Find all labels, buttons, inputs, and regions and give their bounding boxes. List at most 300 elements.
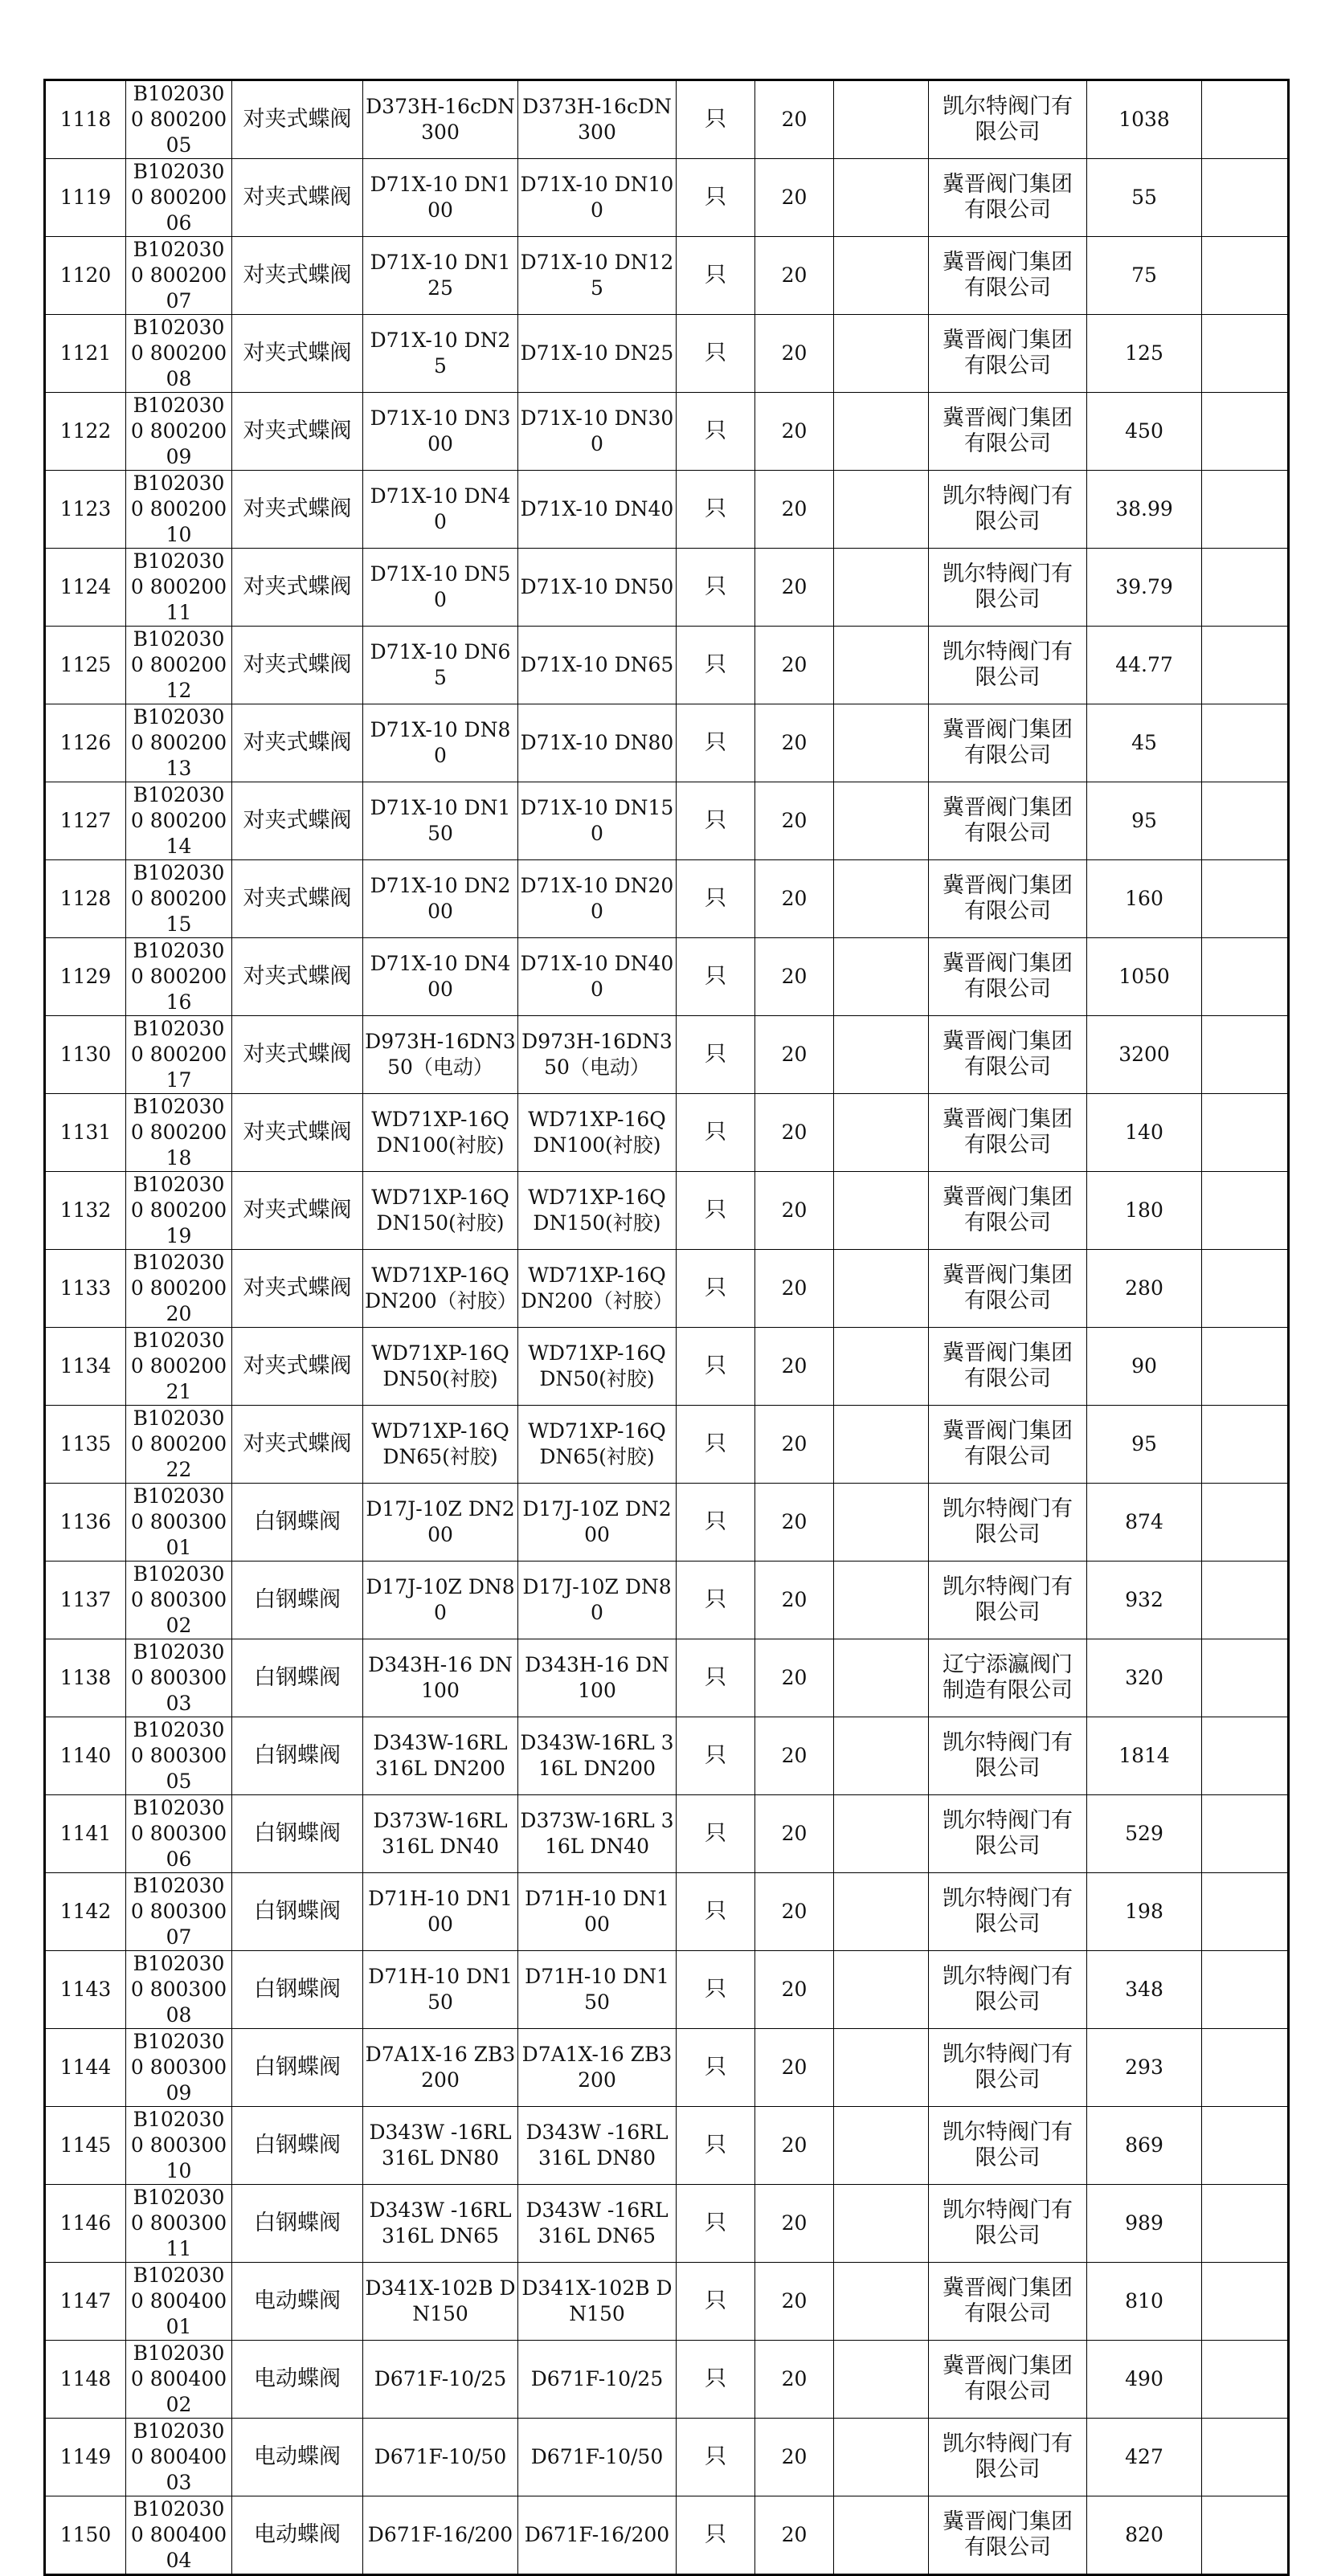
model-cell: D373W-16RL 316L DN40 [518,1795,677,1873]
product-name-cell: 白钢蝶阀 [232,1795,363,1873]
unit-cell: 只 [677,237,755,315]
supplier-cell: 冀晋阀门集团有限公司 [929,1016,1087,1094]
unit-cell: 只 [677,2107,755,2185]
row-number-cell: 1120 [45,237,126,315]
model-cell: D71X-10 DN65 [518,627,677,704]
supplier-cell: 冀晋阀门集团有限公司 [929,2496,1087,2575]
specification-cell: D973H-16DN350（电动） [363,1016,518,1094]
supplier-cell: 凯尔特阀门有限公司 [929,2185,1087,2263]
blank-cell [834,704,929,782]
table-row [45,2496,1289,2575]
supplier-cell: 冀晋阀门集团有限公司 [929,1172,1087,1250]
table-row [45,1639,1289,1717]
table-row [45,2107,1289,2185]
specification-cell: D671F-16/200 [363,2496,518,2575]
quantity-cell: 20 [755,1562,834,1639]
specification-cell: D373H-16cDN300 [363,80,518,159]
supplier-cell: 凯尔特阀门有限公司 [929,1562,1087,1639]
supplier-cell: 冀晋阀门集团有限公司 [929,1250,1087,1328]
remark-cell [1202,2107,1289,2185]
product-name-cell: 对夹式蝶阀 [232,627,363,704]
unit-cell: 只 [677,2263,755,2341]
supplier-cell: 冀晋阀门集团有限公司 [929,237,1087,315]
quantity-cell: 20 [755,2496,834,2575]
row-number-cell: 1122 [45,393,126,471]
remark-cell [1202,1639,1289,1717]
model-cell: D671F-16/200 [518,2496,677,2575]
supplier-cell: 冀晋阀门集团有限公司 [929,860,1087,938]
product-name-cell: 对夹式蝶阀 [232,938,363,1016]
model-cell: D343W -16RL 316L DN65 [518,2185,677,2263]
remark-cell [1202,393,1289,471]
model-cell: D71X-10 DN125 [518,237,677,315]
blank-cell [834,80,929,159]
product-name-cell: 对夹式蝶阀 [232,159,363,237]
unit-cell: 只 [677,2419,755,2496]
specification-cell: D71X-10 DN200 [363,860,518,938]
model-cell: D71X-10 DN50 [518,549,677,627]
table-row [45,2185,1289,2263]
price-cell: 1814 [1087,1717,1202,1795]
price-cell: 280 [1087,1250,1202,1328]
blank-cell [834,938,929,1016]
quantity-cell: 20 [755,80,834,159]
material-code-cell: B1020300 80020022 [126,1406,232,1484]
remark-cell [1202,471,1289,549]
product-name-cell: 对夹式蝶阀 [232,1094,363,1172]
model-cell: D341X-102B DN150 [518,2263,677,2341]
unit-cell: 只 [677,860,755,938]
remark-cell [1202,1328,1289,1406]
blank-cell [834,2341,929,2419]
row-number-cell: 1123 [45,471,126,549]
product-name-cell: 白钢蝶阀 [232,2107,363,2185]
price-cell: 90 [1087,1328,1202,1406]
unit-cell: 只 [677,1639,755,1717]
remark-cell [1202,1484,1289,1562]
unit-cell: 只 [677,938,755,1016]
table-row [45,2263,1289,2341]
price-cell: 45 [1087,704,1202,782]
unit-cell: 只 [677,704,755,782]
material-code-cell: B1020300 80020012 [126,627,232,704]
quantity-cell: 20 [755,549,834,627]
model-cell: D373H-16cDN300 [518,80,677,159]
price-cell: 160 [1087,860,1202,938]
price-cell: 55 [1087,159,1202,237]
supplier-cell: 凯尔特阀门有限公司 [929,1873,1087,1951]
blank-cell [834,2029,929,2107]
specification-cell: D343W -16RL 316L DN80 [363,2107,518,2185]
blank-cell [834,782,929,860]
remark-cell [1202,237,1289,315]
unit-cell: 只 [677,159,755,237]
unit-cell: 只 [677,80,755,159]
specification-cell: WD71XP-16Q DN200（衬胶） [363,1250,518,1328]
supplier-cell: 凯尔特阀门有限公司 [929,1795,1087,1873]
table-row [45,1873,1289,1951]
price-cell: 450 [1087,393,1202,471]
remark-cell [1202,2263,1289,2341]
specification-cell: WD71XP-16Q DN150(衬胶) [363,1172,518,1250]
table-row [45,471,1289,549]
row-number-cell: 1143 [45,1951,126,2029]
unit-cell: 只 [677,1484,755,1562]
specification-cell: D17J-10Z DN200 [363,1484,518,1562]
material-code-cell: B1020300 80030009 [126,2029,232,2107]
unit-cell: 只 [677,2029,755,2107]
specification-cell: D71X-10 DN50 [363,549,518,627]
remark-cell [1202,159,1289,237]
product-name-cell: 对夹式蝶阀 [232,549,363,627]
product-name-cell: 对夹式蝶阀 [232,1250,363,1328]
remark-cell [1202,2496,1289,2575]
supplier-cell: 凯尔特阀门有限公司 [929,471,1087,549]
price-cell: 989 [1087,2185,1202,2263]
supplier-cell: 凯尔特阀门有限公司 [929,2107,1087,2185]
row-number-cell: 1126 [45,704,126,782]
remark-cell [1202,2029,1289,2107]
model-cell: D71X-10 DN300 [518,393,677,471]
unit-cell: 只 [677,627,755,704]
supplier-cell: 凯尔特阀门有限公司 [929,80,1087,159]
remark-cell [1202,1016,1289,1094]
material-code-cell: B1020300 80020011 [126,549,232,627]
material-code-cell: B1020300 80020005 [126,80,232,159]
specification-cell: D71X-10 DN300 [363,393,518,471]
row-number-cell: 1149 [45,2419,126,2496]
material-code-cell: B1020300 80030003 [126,1639,232,1717]
product-name-cell: 对夹式蝶阀 [232,393,363,471]
model-cell: D71H-10 DN150 [518,1951,677,2029]
unit-cell: 只 [677,1795,755,1873]
supplier-cell: 冀晋阀门集团有限公司 [929,1094,1087,1172]
material-code-cell: B1020300 80040002 [126,2341,232,2419]
product-name-cell: 白钢蝶阀 [232,2185,363,2263]
table-row [45,393,1289,471]
specification-cell: D71X-10 DN150 [363,782,518,860]
blank-cell [834,1406,929,1484]
material-code-cell: B1020300 80040004 [126,2496,232,2575]
quantity-cell: 20 [755,1250,834,1328]
specification-cell: D71X-10 DN25 [363,315,518,393]
material-code-cell: B1020300 80030008 [126,1951,232,2029]
remark-cell [1202,2185,1289,2263]
remark-cell [1202,782,1289,860]
table-row [45,1016,1289,1094]
specification-cell: D71X-10 DN100 [363,159,518,237]
supplier-cell: 冀晋阀门集团有限公司 [929,393,1087,471]
quantity-cell: 20 [755,1795,834,1873]
table-row [45,159,1289,237]
price-cell: 3200 [1087,1016,1202,1094]
quantity-cell: 20 [755,1328,834,1406]
product-name-cell: 电动蝶阀 [232,2419,363,2496]
price-cell: 75 [1087,237,1202,315]
row-number-cell: 1138 [45,1639,126,1717]
row-number-cell: 1137 [45,1562,126,1639]
price-cell: 1038 [1087,80,1202,159]
table-row [45,704,1289,782]
material-code-cell: B1020300 80020006 [126,159,232,237]
quantity-cell: 20 [755,2185,834,2263]
remark-cell [1202,2341,1289,2419]
supplier-cell: 冀晋阀门集团有限公司 [929,2263,1087,2341]
model-cell: D17J-10Z DN80 [518,1562,677,1639]
remark-cell [1202,2419,1289,2496]
quantity-cell: 20 [755,2341,834,2419]
remark-cell [1202,1562,1289,1639]
table-row [45,1795,1289,1873]
price-table [43,79,1290,2576]
supplier-cell: 凯尔特阀门有限公司 [929,627,1087,704]
row-number-cell: 1135 [45,1406,126,1484]
price-cell: 44.77 [1087,627,1202,704]
remark-cell [1202,315,1289,393]
row-number-cell: 1125 [45,627,126,704]
material-code-cell: B1020300 80020019 [126,1172,232,1250]
material-code-cell: B1020300 80020014 [126,782,232,860]
material-code-cell: B1020300 80020015 [126,860,232,938]
table-row [45,1562,1289,1639]
row-number-cell: 1146 [45,2185,126,2263]
unit-cell: 只 [677,2496,755,2575]
price-cell: 180 [1087,1172,1202,1250]
specification-cell: D671F-10/25 [363,2341,518,2419]
unit-cell: 只 [677,1172,755,1250]
price-cell: 348 [1087,1951,1202,2029]
model-cell: D71X-10 DN150 [518,782,677,860]
remark-cell [1202,1873,1289,1951]
row-number-cell: 1150 [45,2496,126,2575]
unit-cell: 只 [677,549,755,627]
table-row [45,1484,1289,1562]
row-number-cell: 1148 [45,2341,126,2419]
quantity-cell: 20 [755,1873,834,1951]
supplier-cell: 冀晋阀门集团有限公司 [929,938,1087,1016]
quantity-cell: 20 [755,2107,834,2185]
row-number-cell: 1129 [45,938,126,1016]
supplier-cell: 冀晋阀门集团有限公司 [929,1328,1087,1406]
product-name-cell: 电动蝶阀 [232,2263,363,2341]
table-row [45,782,1289,860]
quantity-cell: 20 [755,315,834,393]
remark-cell [1202,860,1289,938]
specification-cell: D7A1X-16 ZB3 200 [363,2029,518,2107]
material-code-cell: B1020300 80030005 [126,1717,232,1795]
quantity-cell: 20 [755,627,834,704]
model-cell: D71X-10 DN25 [518,315,677,393]
price-cell: 1050 [1087,938,1202,1016]
product-name-cell: 对夹式蝶阀 [232,860,363,938]
model-cell: D671F-10/50 [518,2419,677,2496]
price-cell: 95 [1087,1406,1202,1484]
unit-cell: 只 [677,1016,755,1094]
material-code-cell: B1020300 80020009 [126,393,232,471]
quantity-cell: 20 [755,2419,834,2496]
material-code-cell: B1020300 80020017 [126,1016,232,1094]
product-name-cell: 对夹式蝶阀 [232,1406,363,1484]
specification-cell: D71H-10 DN150 [363,1951,518,2029]
blank-cell [834,1717,929,1795]
unit-cell: 只 [677,1328,755,1406]
blank-cell [834,393,929,471]
supplier-cell: 冀晋阀门集团有限公司 [929,2341,1087,2419]
quantity-cell: 20 [755,471,834,549]
row-number-cell: 1147 [45,2263,126,2341]
supplier-cell: 冀晋阀门集团有限公司 [929,1406,1087,1484]
material-code-cell: B1020300 80030006 [126,1795,232,1873]
model-cell: D71X-10 DN200 [518,860,677,938]
quantity-cell: 20 [755,237,834,315]
remark-cell [1202,1406,1289,1484]
row-number-cell: 1140 [45,1717,126,1795]
model-cell: D71H-10 DN100 [518,1873,677,1951]
model-cell: D671F-10/25 [518,2341,677,2419]
blank-cell [834,2496,929,2575]
quantity-cell: 20 [755,1094,834,1172]
remark-cell [1202,938,1289,1016]
blank-cell [834,1250,929,1328]
price-cell: 874 [1087,1484,1202,1562]
supplier-cell: 冀晋阀门集团有限公司 [929,782,1087,860]
blank-cell [834,627,929,704]
specification-cell: D71X-10 DN125 [363,237,518,315]
blank-cell [834,471,929,549]
product-name-cell: 白钢蝶阀 [232,1873,363,1951]
specification-cell: D343W-16RL 316L DN200 [363,1717,518,1795]
specification-cell: D341X-102B DN150 [363,2263,518,2341]
material-code-cell: B1020300 80030010 [126,2107,232,2185]
remark-cell [1202,1250,1289,1328]
supplier-cell: 冀晋阀门集团有限公司 [929,704,1087,782]
model-cell: WD71XP-16Q DN65(衬胶) [518,1406,677,1484]
model-cell: D71X-10 DN400 [518,938,677,1016]
model-cell: WD71XP-16Q DN100(衬胶) [518,1094,677,1172]
product-name-cell: 对夹式蝶阀 [232,1172,363,1250]
specification-cell: D71X-10 DN400 [363,938,518,1016]
quantity-cell: 20 [755,2029,834,2107]
blank-cell [834,1873,929,1951]
specification-cell: D343W -16RL 316L DN65 [363,2185,518,2263]
table-row [45,860,1289,938]
supplier-cell: 凯尔特阀门有限公司 [929,549,1087,627]
product-name-cell: 白钢蝶阀 [232,1717,363,1795]
specification-cell: D71X-10 DN65 [363,627,518,704]
product-name-cell: 白钢蝶阀 [232,2029,363,2107]
table-row [45,1717,1289,1795]
row-number-cell: 1145 [45,2107,126,2185]
material-code-cell: B1020300 80030011 [126,2185,232,2263]
price-cell: 293 [1087,2029,1202,2107]
product-name-cell: 对夹式蝶阀 [232,1328,363,1406]
unit-cell: 只 [677,2185,755,2263]
price-cell: 38.99 [1087,471,1202,549]
blank-cell [834,1016,929,1094]
remark-cell [1202,1094,1289,1172]
table-row [45,1406,1289,1484]
unit-cell: 只 [677,471,755,549]
table-row [45,237,1289,315]
blank-cell [834,1951,929,2029]
material-code-cell: B1020300 80020013 [126,704,232,782]
remark-cell [1202,1951,1289,2029]
row-number-cell: 1132 [45,1172,126,1250]
product-name-cell: 对夹式蝶阀 [232,782,363,860]
material-code-cell: B1020300 80020010 [126,471,232,549]
specification-cell: D71H-10 DN100 [363,1873,518,1951]
table-row [45,627,1289,704]
row-number-cell: 1127 [45,782,126,860]
blank-cell [834,237,929,315]
row-number-cell: 1130 [45,1016,126,1094]
supplier-cell: 凯尔特阀门有限公司 [929,1951,1087,2029]
material-code-cell: B1020300 80030001 [126,1484,232,1562]
blank-cell [834,2185,929,2263]
material-code-cell: B1020300 80020016 [126,938,232,1016]
blank-cell [834,1795,929,1873]
model-cell: D71X-10 DN40 [518,471,677,549]
remark-cell [1202,1172,1289,1250]
product-name-cell: 白钢蝶阀 [232,1562,363,1639]
supplier-cell: 凯尔特阀门有限公司 [929,1717,1087,1795]
price-cell: 125 [1087,315,1202,393]
price-cell: 140 [1087,1094,1202,1172]
price-cell: 820 [1087,2496,1202,2575]
unit-cell: 只 [677,782,755,860]
model-cell: D973H-16DN350（电动） [518,1016,677,1094]
product-name-cell: 白钢蝶阀 [232,1951,363,2029]
specification-cell: WD71XP-16Q DN100(衬胶) [363,1094,518,1172]
quantity-cell: 20 [755,1639,834,1717]
table-row [45,80,1289,159]
remark-cell [1202,704,1289,782]
unit-cell: 只 [677,2341,755,2419]
remark-cell [1202,627,1289,704]
specification-cell: D343H-16 DN100 [363,1639,518,1717]
quantity-cell: 20 [755,1406,834,1484]
price-cell: 490 [1087,2341,1202,2419]
blank-cell [834,1094,929,1172]
product-name-cell: 对夹式蝶阀 [232,704,363,782]
material-code-cell: B1020300 80020018 [126,1094,232,1172]
remark-cell [1202,80,1289,159]
table-row [45,2341,1289,2419]
row-number-cell: 1118 [45,80,126,159]
row-number-cell: 1144 [45,2029,126,2107]
specification-cell: WD71XP-16Q DN65(衬胶) [363,1406,518,1484]
model-cell: D343H-16 DN100 [518,1639,677,1717]
specification-cell: D71X-10 DN80 [363,704,518,782]
blank-cell [834,549,929,627]
product-name-cell: 对夹式蝶阀 [232,237,363,315]
row-number-cell: 1119 [45,159,126,237]
price-cell: 529 [1087,1795,1202,1873]
price-cell: 320 [1087,1639,1202,1717]
material-code-cell: B1020300 80020007 [126,237,232,315]
model-cell: D71X-10 DN80 [518,704,677,782]
table-row [45,1094,1289,1172]
blank-cell [834,315,929,393]
material-code-cell: B1020300 80030007 [126,1873,232,1951]
quantity-cell: 20 [755,1951,834,2029]
unit-cell: 只 [677,393,755,471]
blank-cell [834,159,929,237]
unit-cell: 只 [677,1250,755,1328]
supplier-cell: 凯尔特阀门有限公司 [929,2029,1087,2107]
unit-cell: 只 [677,1406,755,1484]
blank-cell [834,2263,929,2341]
